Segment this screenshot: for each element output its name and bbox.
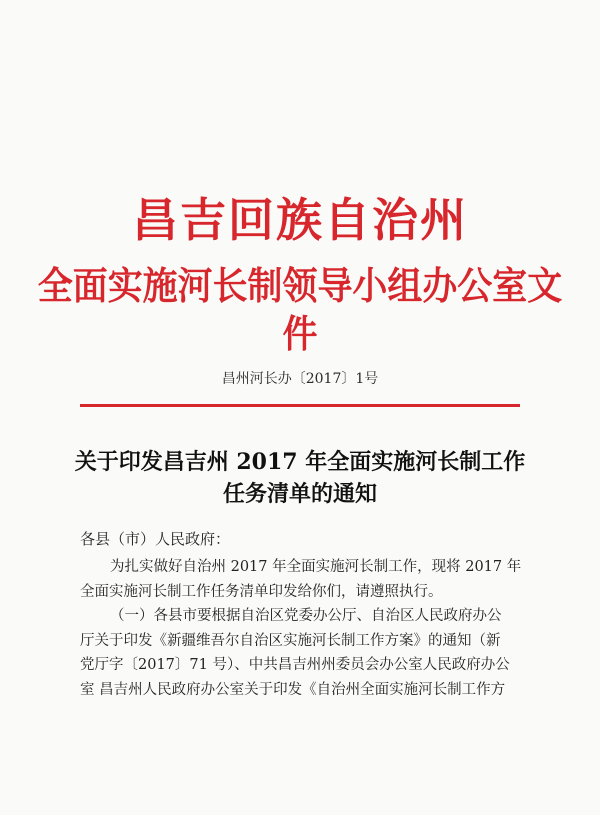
document-title bbox=[0, 446, 600, 510]
title-line-1: 关于印发昌吉州 2017 年全面实施河长制工作 bbox=[74, 449, 526, 475]
document-number: 昌州河长办〔2017〕1号 bbox=[221, 371, 379, 387]
body-line: 室 昌吉州人民政府办公室关于印发《自治州全面实施河长制工作方 bbox=[80, 681, 506, 698]
body-text bbox=[80, 555, 532, 702]
salutation: 各县（市）人民政府： bbox=[80, 530, 231, 548]
issuing-org-line1: 昌吉回族自治州 bbox=[132, 193, 468, 247]
body-line: 厅关于印发《新疆维吾尔自治区实施河长制工作方案》的通知（新 bbox=[80, 632, 501, 649]
title-line-2: 任务清单的通知 bbox=[222, 481, 377, 507]
body-line: 为扎实做好自治州 2017 年全面实施河长制工作，现将 2017 年 bbox=[110, 559, 522, 575]
body-line: 党厅字〔2017〕71 号）、中共昌吉州州委员会办公室人民政府办公 bbox=[80, 657, 510, 673]
red-divider bbox=[80, 404, 520, 407]
body-line: （一）各县市要根据自治区党委办公厅、自治区人民政府办公 bbox=[110, 608, 502, 624]
body-line: 全面实施河长制工作任务清单印发给你们，请遵照执行。 bbox=[80, 583, 443, 600]
issuing-org-line2: 全面实施河长制领导小组办公室文件 bbox=[37, 264, 563, 356]
